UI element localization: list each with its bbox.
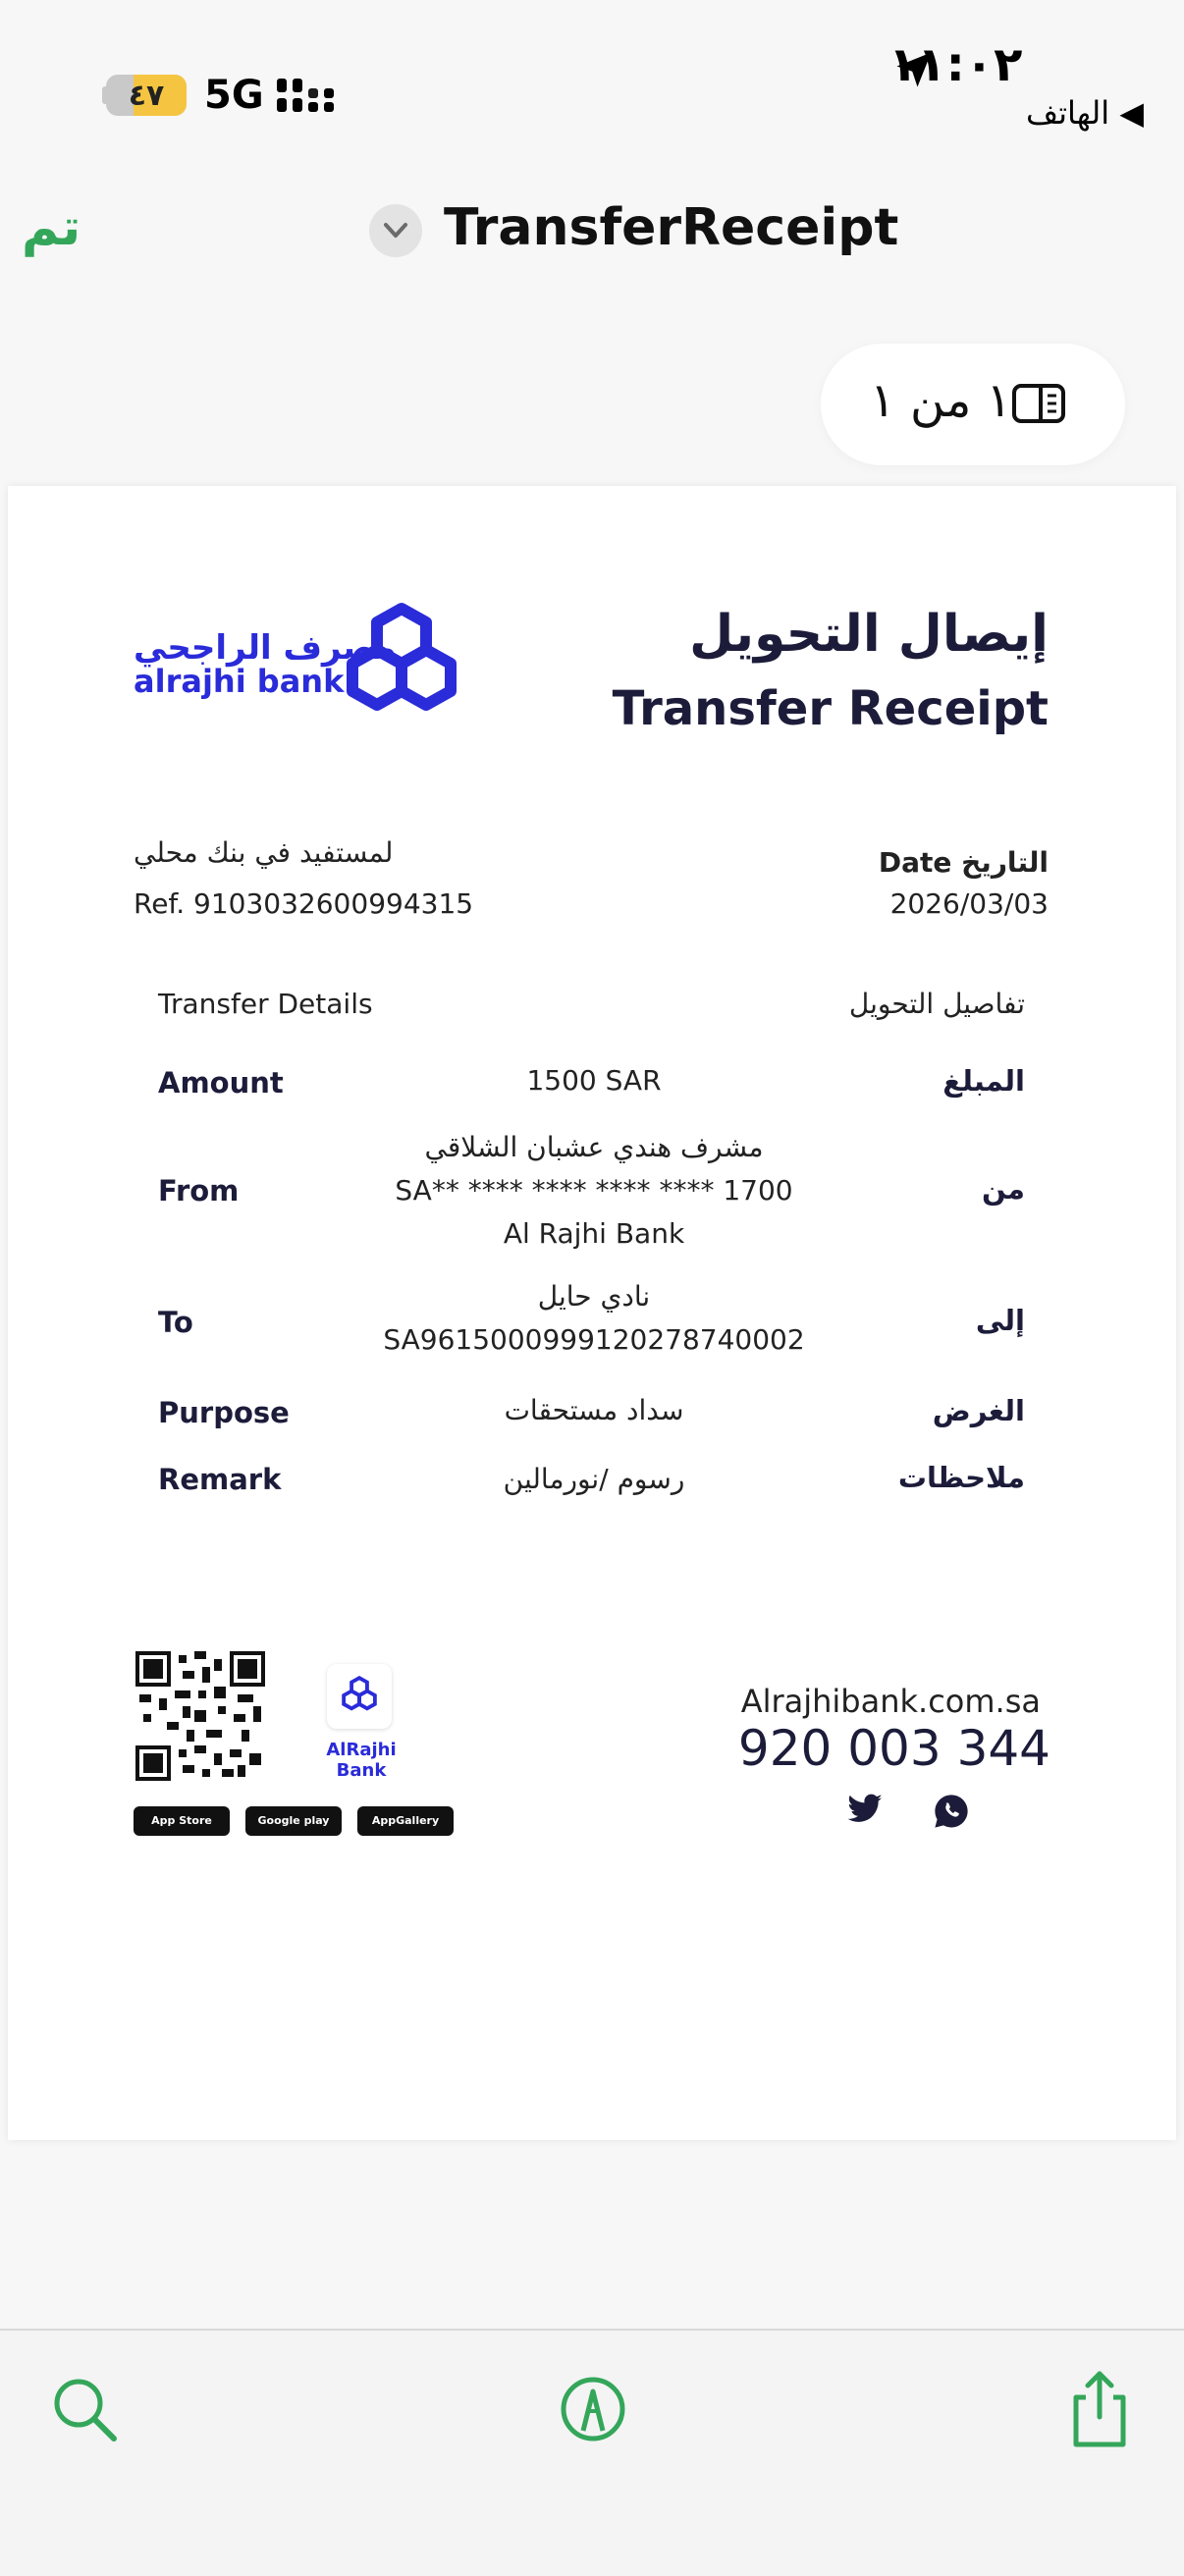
remark-value: رسوم /نورمالين: [503, 1463, 685, 1495]
from-bank: Al Rajhi Bank: [503, 1217, 685, 1250]
done-button[interactable]: تم: [22, 198, 81, 257]
remark-label-en: Remark: [158, 1463, 282, 1496]
from-label-ar: من: [981, 1172, 1025, 1206]
network-type: 5G: [204, 73, 264, 118]
google-play-badge[interactable]: Google play: [245, 1806, 342, 1836]
from-account: SA** **** **** **** **** 1700: [395, 1174, 793, 1207]
chevron-down-icon: [382, 220, 409, 242]
alrajhi-mini-logo-icon: [340, 1675, 379, 1714]
page-indicator[interactable]: [821, 344, 1125, 465]
app-store-badge[interactable]: App Store: [134, 1806, 230, 1836]
search-icon[interactable]: [51, 2376, 120, 2444]
date-label: التاريخ Date: [878, 846, 1049, 879]
from-name: مشرف هندي عشبان الشلاقي: [424, 1131, 764, 1163]
purpose-label-en: Purpose: [158, 1396, 290, 1429]
reference-number: Ref. 9103032600994315: [134, 887, 474, 920]
twitter-icon: [846, 1793, 884, 1826]
bank-website: Alrajhibank.com.sa: [740, 1683, 1041, 1720]
to-label-ar: إلى: [975, 1304, 1025, 1337]
amount-value: 1500 SAR: [526, 1064, 662, 1097]
app-logo-label: AlRajhi Bank: [326, 1740, 397, 1781]
receipt-title-arabic: إيصال التحويل: [689, 605, 1049, 664]
app-gallery-badge[interactable]: AppGallery: [357, 1806, 454, 1836]
battery-cap: [102, 86, 108, 104]
bank-phone: 920 003 344: [737, 1720, 1050, 1777]
markup-icon[interactable]: [560, 2376, 626, 2442]
bank-logo-arabic: مصرف الراجحي: [134, 628, 397, 668]
amount-label-ar: المبلغ: [942, 1064, 1025, 1098]
amount-label-en: Amount: [158, 1066, 284, 1100]
bottom-toolbar: [0, 2329, 1184, 2576]
whatsapp-icon: [933, 1793, 970, 1830]
date-value: 2026/03/03: [889, 887, 1049, 920]
to-iban: SA9615000999120278740002: [383, 1323, 805, 1356]
purpose-label-ar: الغرض: [932, 1394, 1025, 1427]
battery-indicator: [106, 75, 187, 116]
purpose-value: سداد مستحقات: [504, 1394, 684, 1426]
document-title: TransferReceipt: [444, 198, 899, 257]
receipt-title-english: Transfer Receipt: [612, 681, 1049, 736]
section-title-english: Transfer Details: [158, 988, 373, 1020]
remark-label-ar: ملاحظات: [897, 1461, 1025, 1494]
back-to-app-link[interactable]: ◀ الهاتف: [1026, 94, 1144, 132]
title-menu-button[interactable]: [369, 204, 422, 257]
beneficiary-type: لمستفيد في بنك محلي: [134, 836, 394, 869]
section-title-arabic: تفاصيل التحويل: [848, 988, 1025, 1020]
alrajhi-logo-icon: [340, 601, 463, 721]
bank-logo-english: alrajhi bank: [134, 663, 345, 700]
battery-level: ٤٧: [128, 79, 165, 113]
qr-code: [135, 1651, 265, 1781]
share-icon[interactable]: [1068, 2368, 1131, 2448]
page-count: ١ من ١: [870, 373, 1012, 428]
to-label-en: To: [158, 1306, 193, 1339]
page-view-icon: [1011, 383, 1066, 424]
signal-icon: [277, 75, 338, 118]
app-logo-tile: [327, 1664, 392, 1729]
from-label-en: From: [158, 1174, 240, 1208]
to-name: نادي حايل: [537, 1280, 651, 1313]
status-time: ١١:٠٢: [888, 37, 1023, 92]
